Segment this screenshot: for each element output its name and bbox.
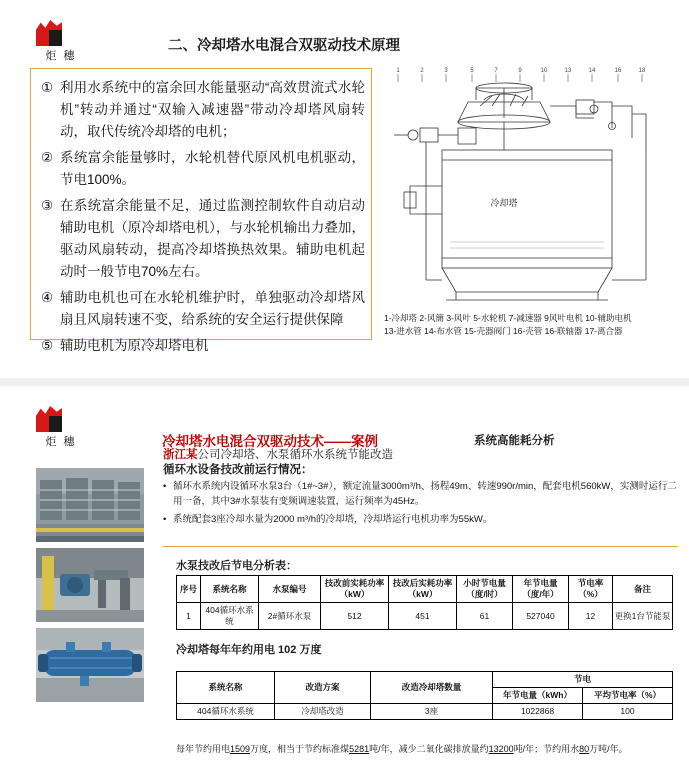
svg-text:10: 10: [540, 68, 548, 74]
bullet-text: 系统配套3座冷却水量为2000 m³/h的冷却塔，冷却塔运行电机功率为55kW。: [173, 514, 493, 525]
principle-bullet-box: [30, 68, 372, 353]
savings-footnote: [176, 742, 676, 755]
bullet-dot: •: [163, 514, 167, 525]
list-item: [41, 287, 365, 331]
bullet-number: ②: [41, 150, 54, 165]
company-logo: [30, 18, 92, 68]
table-cell: 404循环水系统: [201, 603, 259, 630]
logo-label: 炬 穗: [45, 436, 77, 448]
slide-2-subtitle: 系统高能耗分析: [474, 435, 555, 447]
list-item: [41, 195, 365, 283]
table-row: [177, 603, 673, 630]
cooling-tower-diagram: [380, 66, 668, 326]
pump-saving-table: [176, 575, 673, 630]
table-cell: 更换1台节能泵: [613, 603, 673, 630]
svg-text:5: 5: [470, 68, 474, 74]
table-cell: 1022868: [493, 704, 583, 720]
svg-text:2: 2: [420, 68, 424, 74]
table-row: [177, 704, 673, 720]
case-company-line: [163, 446, 393, 462]
slide-2-title: 冷却塔水电混合双驱动技术——案例: [162, 434, 378, 449]
bullet-text: 利用水系统中的富余回水能量驱动“高效贯流式水轮机”转动并通过“双输入减速器”带动冷却塔风扇转动，取代传统冷却塔的电机；: [60, 80, 365, 139]
table-cell: 404循环水系统: [177, 704, 275, 720]
case-company-name: 浙江某: [163, 449, 198, 461]
bullet-number: ④: [41, 290, 54, 305]
table-cell: 512: [321, 603, 389, 630]
table-cell: 冷却塔改造: [275, 704, 371, 720]
flame-icon: [36, 406, 62, 432]
svg-text:3: 3: [444, 68, 448, 74]
footnote-mid-2: 吨/年，减少二氧化碳排放量约: [369, 744, 489, 754]
footnote-value-coal: 5281: [349, 744, 370, 754]
list-item: [163, 512, 678, 527]
table-1-wrapper: [176, 575, 673, 630]
table-header-row: [177, 672, 673, 688]
table-cell: 12: [569, 603, 613, 630]
bullet-number: ①: [41, 80, 54, 95]
list-item: [41, 147, 365, 191]
table-2-wrapper: [176, 671, 673, 720]
column-header: 年节电量（度/年）: [513, 576, 569, 603]
column-header: 年节电量（kWh）: [493, 688, 583, 704]
footnote-value-co2: 13200: [488, 744, 514, 754]
column-header: 改造冷却塔数量: [371, 672, 493, 704]
flame-icon: [36, 20, 62, 46]
slide-1: [0, 0, 689, 378]
table-cell: 3座: [371, 704, 493, 720]
footnote-mid-1: 万度，相当于节约标准煤: [250, 744, 350, 754]
column-header: 平均节电率（%）: [583, 688, 673, 704]
footnote-prefix: 每年节约用电: [176, 744, 231, 754]
svg-text:9: 9: [518, 68, 522, 74]
bullet-text: 系统富余能量够时，水轮机替代原风机电机驱动，节电100%。: [60, 150, 365, 187]
list-item: [163, 479, 678, 509]
footnote-mid-3: 吨/年；节约用水: [513, 744, 580, 754]
svg-text:7: 7: [494, 68, 498, 74]
company-logo: [30, 404, 92, 454]
list-item: [41, 335, 365, 357]
column-header: 系统名称: [201, 576, 259, 603]
table-cell: 100: [583, 704, 673, 720]
legend-line: 1-冷却塔 2-风簡 3-风叶 5-水轮机 7-减速器 9风叶电机 10-辅助电机: [384, 313, 632, 323]
case-company-rest: 公司冷却塔、水泵循环水系统节能改造: [197, 449, 393, 461]
svg-text:16: 16: [614, 68, 622, 74]
diagram-tower-label: 冷却塔: [490, 198, 518, 208]
svg-text:14: 14: [588, 68, 596, 74]
footnote-value-water: 80: [579, 744, 590, 754]
bullet-text: 辅助电机也可在水轮机维护时，单独驱动冷却塔风扇且风扇转速不变，给系统的安全运行提供保障: [60, 290, 365, 327]
legend-line: 13-进水管 14-布水管 15-壳器阀门 16-壳管 16-联轴器 17-离合器: [384, 326, 623, 336]
site-photo-cooling-towers: [36, 468, 144, 542]
column-header: 技改前实耗功率（kW）: [321, 576, 389, 603]
tower-saving-table: [176, 671, 673, 720]
table-2-caption: 冷却塔每年年约用电 102 万度: [176, 644, 322, 656]
logo-label: 炬 穗: [45, 50, 77, 62]
table-1-caption: 水泵技改后节电分析表：: [176, 560, 297, 572]
pre-retrofit-bullets: [163, 479, 678, 530]
svg-text:18: 18: [638, 68, 646, 74]
column-header: 序号: [177, 576, 201, 603]
bullet-text: 辅助电机为原冷却塔电机: [60, 338, 209, 353]
diagram-legend: [384, 312, 674, 338]
divider: [163, 546, 678, 547]
column-header: 水泵编号: [259, 576, 321, 603]
footnote-value-electricity: 1509: [230, 744, 251, 754]
column-header: 小时节电量（度/时）: [457, 576, 513, 603]
column-header: 系统名称: [177, 672, 275, 704]
svg-text:13: 13: [564, 68, 572, 74]
table-cell: 61: [457, 603, 513, 630]
svg-text:1: 1: [396, 68, 400, 74]
column-header: 节电率（%）: [569, 576, 613, 603]
site-photo-heat-exchanger: [36, 628, 144, 702]
slide-1-title: 二、冷却塔水电混合双驱动技术原理: [168, 38, 400, 54]
pre-retrofit-heading: 循环水设备技改前运行情况：: [163, 464, 313, 476]
table-cell: 451: [389, 603, 457, 630]
bullet-number: ⑤: [41, 338, 54, 353]
table-cell: 1: [177, 603, 201, 630]
bullet-dot: •: [163, 481, 167, 492]
column-header: 改造方案: [275, 672, 371, 704]
site-photo-pump-room: [36, 548, 144, 622]
bullet-number: ③: [41, 198, 54, 213]
bullet-text: 循环水系统内设循环水泵3台（1#~3#），额定流量3000m³/h、扬程49m、转速990r/min，配套电机560kW，实测时运行二用一备，其中3#水泵装有变频调速装置，运行频率为45Hz。: [173, 481, 677, 507]
table-cell: 2#循环水泵: [259, 603, 321, 630]
principle-bullet-list: [41, 77, 365, 361]
column-group-header: 节电: [493, 672, 673, 688]
table-cell: 527040: [513, 603, 569, 630]
footnote-suffix: 万吨/年。: [589, 744, 628, 754]
column-header: 技改后实耗功率（kW）: [389, 576, 457, 603]
column-header: 备注: [613, 576, 673, 603]
bullet-text: 在系统富余能量不足，通过监测控制软件自动启动辅助电机（原冷却塔电机），与水轮机输出力叠加，驱动风扇转动，提高冷却塔换热效果。辅助电机起动时一般节电70%左右。: [60, 198, 365, 279]
table-header-row: [177, 576, 673, 603]
list-item: [41, 77, 365, 143]
